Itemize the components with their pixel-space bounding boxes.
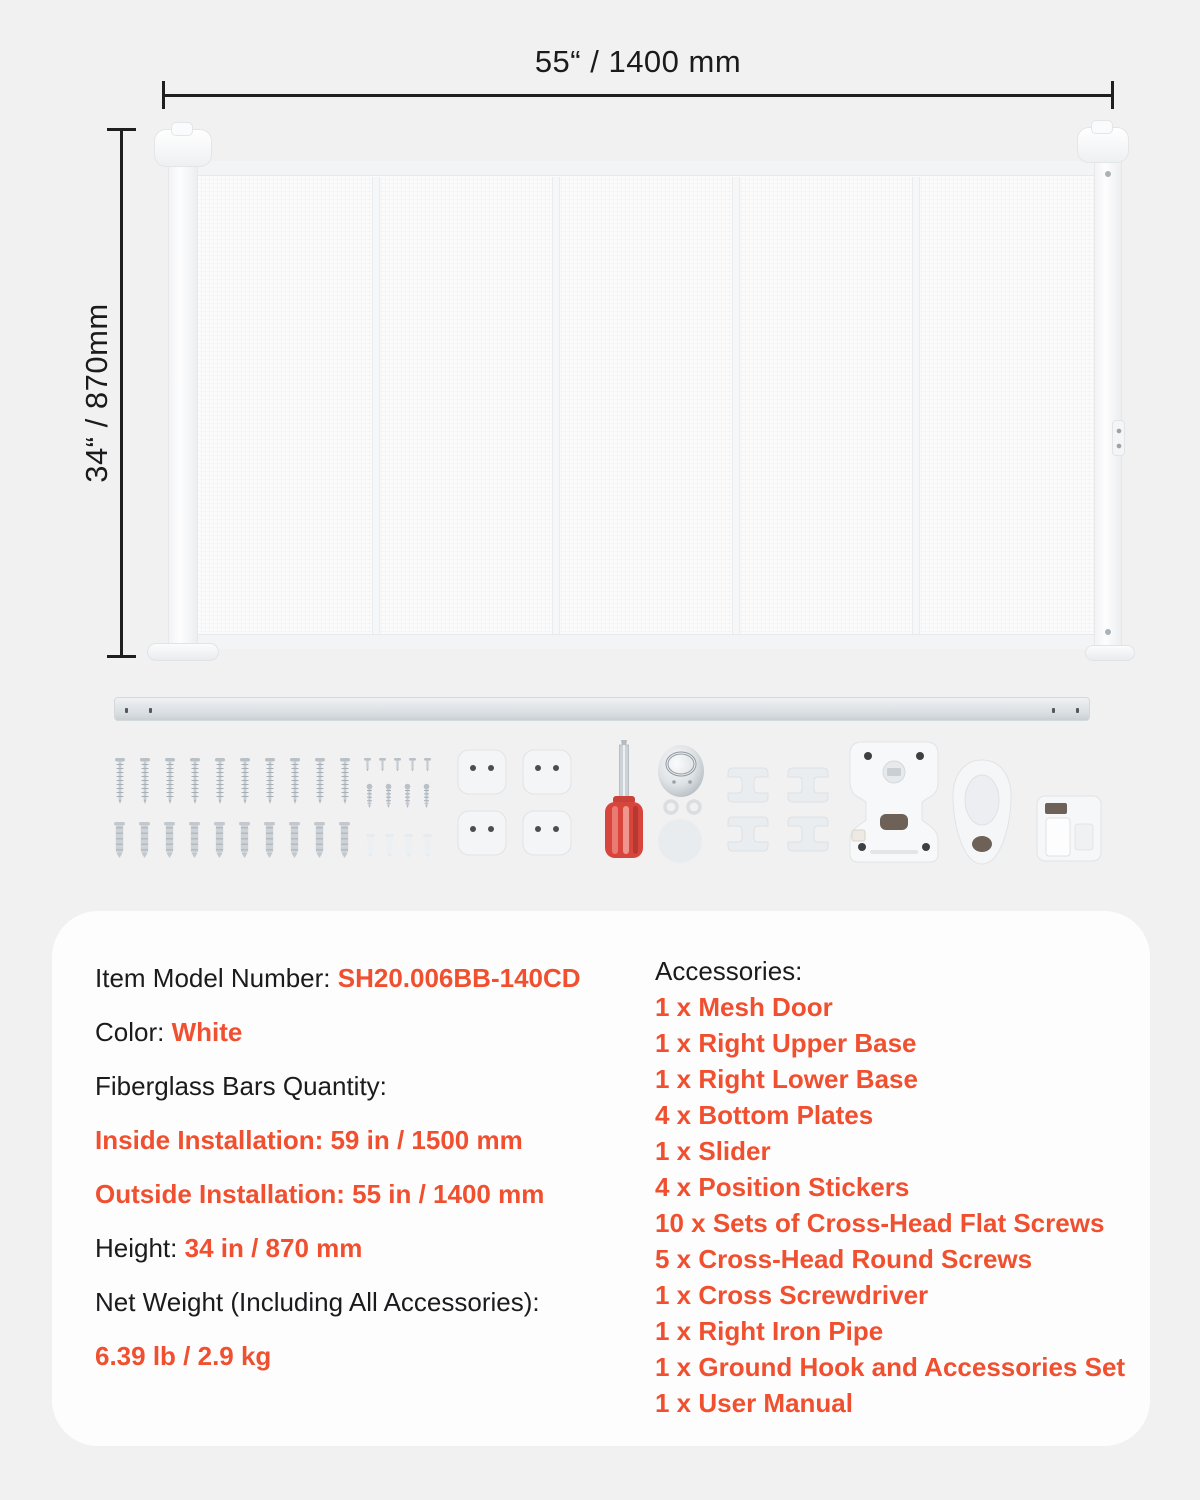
gate-left-post-base [147, 643, 219, 661]
right-lower-base [953, 760, 1011, 864]
mesh-seam [552, 177, 560, 634]
spec-row-bars-quantity [95, 1059, 635, 1113]
spec-label: Item Model Number: [95, 963, 338, 993]
spec-row-net-weight [95, 1275, 635, 1329]
accessories-title: Accessories: [655, 956, 803, 986]
spec-value: SH20.006BB-140CD [337, 963, 581, 993]
spec-label: Height: [95, 1233, 185, 1263]
position-stickers [728, 768, 828, 851]
gate-right-post-cap [1077, 127, 1129, 163]
spec-label: Fiberglass Bars Quantity: [95, 1071, 387, 1101]
gate-left-post-cap [154, 129, 212, 167]
height-dimension-tick-bottom [107, 655, 136, 658]
spec-row-inside-installation [95, 1113, 635, 1167]
gate-right-post-foot [1085, 645, 1135, 661]
width-dimension-line [163, 94, 1113, 97]
spec-label: Net Weight (Including All Accessories): [95, 1287, 540, 1317]
accessories-item: 10 x Sets of Cross-Head Flat Screws [655, 1208, 1105, 1238]
iron-pipe-illustration [114, 697, 1090, 721]
spec-value: White [171, 1017, 243, 1047]
accessories-section [655, 953, 1135, 1421]
height-dimension-tick-top [107, 128, 136, 131]
width-dimension-label: 55“ / 1400 mm [534, 44, 742, 79]
accessories-item: 1 x User Manual [655, 1388, 853, 1418]
spec-row-height [95, 1221, 635, 1275]
height-dimension-label: 34“ / 870mm [79, 303, 114, 483]
accessories-illustration [100, 738, 1110, 876]
spec-card [52, 911, 1150, 1446]
long-screws [115, 758, 350, 804]
accessories-item: 4 x Position Stickers [655, 1172, 910, 1202]
bottom-plates [458, 750, 571, 855]
wall-anchors [114, 822, 350, 858]
spec-row-color [95, 1005, 635, 1059]
accessories-item: 1 x Cross Screwdriver [655, 1280, 929, 1310]
gate-left-post [168, 158, 198, 652]
spec-value: 34 in / 870 mm [184, 1233, 363, 1263]
gate-right-post [1094, 152, 1122, 652]
spec-label: Color: [95, 1017, 172, 1047]
accessories-list [655, 989, 1135, 1421]
accessories-item: 1 x Ground Hook and Accessories Set [655, 1352, 1126, 1382]
accessories-item: 1 x Right Lower Base [655, 1064, 918, 1094]
spec-row-model [95, 951, 635, 1005]
spec-value: Inside Installation: 59 in / 1500 mm [95, 1125, 523, 1155]
accessories-item: 1 x Right Iron Pipe [655, 1316, 884, 1346]
spec-list [95, 951, 635, 1383]
gate-bottom-rail [196, 634, 1098, 649]
accessories-item: 1 x Slider [655, 1136, 771, 1166]
gate-latch [1112, 420, 1125, 456]
spec-row-weight-value [95, 1329, 635, 1383]
spec-row-outside-installation [95, 1167, 635, 1221]
small-flat-screws [364, 758, 431, 772]
gate-top-rail [196, 161, 1098, 176]
height-dimension-line [120, 129, 123, 657]
cross-screwdriver [605, 740, 643, 858]
accessories-item: 4 x Bottom Plates [655, 1100, 874, 1130]
mesh-gate-panel [196, 161, 1098, 649]
spec-value: Outside Installation: 55 in / 1400 mm [95, 1179, 545, 1209]
width-dimension-tick-right [1111, 81, 1114, 109]
accessories-item: 1 x Right Upper Base [655, 1028, 917, 1058]
slider-part [1037, 796, 1101, 861]
round-head-screws [367, 784, 430, 808]
accessories-item: 1 x Mesh Door [655, 992, 833, 1022]
mesh-seam [732, 177, 740, 634]
spec-value: 6.39 lb / 2.9 kg [95, 1341, 272, 1371]
width-dimension-tick-left [162, 81, 165, 109]
right-upper-base [850, 742, 938, 862]
mesh-seam [912, 177, 920, 634]
mesh-seam [372, 177, 380, 634]
ground-hook-parts [658, 745, 704, 863]
plastic-anchors [366, 834, 432, 858]
accessories-item: 5 x Cross-Head Round Screws [655, 1244, 1033, 1274]
